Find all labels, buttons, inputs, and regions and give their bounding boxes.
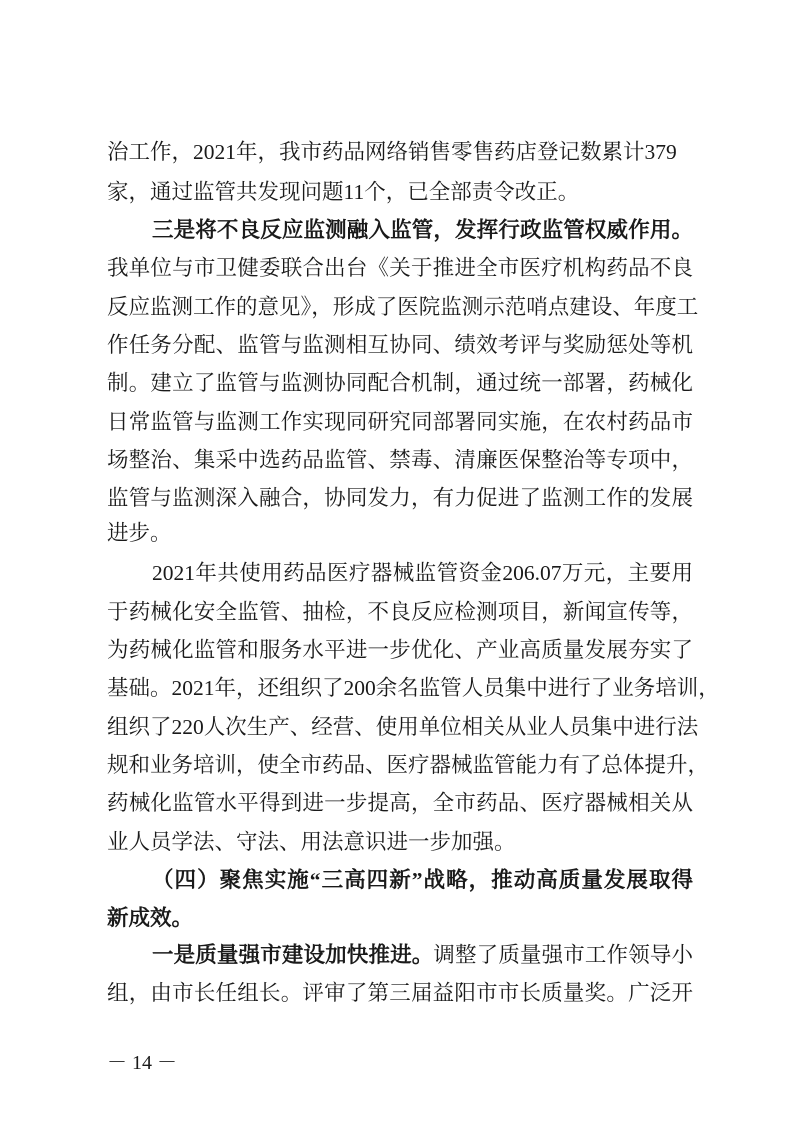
text-line: 进步。 (107, 521, 172, 545)
text-line: 基础。2021年，还组织了200余名监管人员集中进行了业务培训， (107, 676, 720, 700)
text-line: 组，由市长任组长。评审了第三届益阳市市长质量奖。广泛开 (107, 981, 693, 1005)
text-line: 治工作，2021年，我市药品网络销售零售药店登记数累计379 (107, 140, 677, 164)
text-line: 反应监测工作的意见》，形成了医院监测示范哨点建设、年度工 (107, 295, 699, 319)
subheading-text: 一是质量强市建设加快推进。 (152, 943, 434, 967)
section-heading: 三是将不良反应监测融入监管，发挥行政监管权威作用。 (152, 218, 693, 242)
body-text: 调整了质量强市工作领导小 (433, 943, 693, 967)
text-line: 为药械化监管和服务水平进一步优化、产业高质量发展夯实了 (107, 638, 693, 662)
text-line: 监管与监测深入融合，协同发力，有力促进了监测工作的发展 (107, 486, 693, 510)
text-line: 药械化监管水平得到进一步提高，全市药品、医疗器械相关从 (107, 791, 693, 815)
text-line: 于药械化安全监管、抽检，不良反应检测项目，新闻宣传等， (107, 600, 693, 624)
section-heading: 新成效。 (107, 906, 194, 930)
text-line: 场整治、集采中选药品监管、禁毒、清廉医保整治等专项中， (107, 448, 693, 472)
text-line: 组织了220人次生产、经营、使用单位相关从业人员集中进行法 (107, 715, 699, 739)
text-line: 制。建立了监管与监测协同配合机制，通过统一部署，药械化 (107, 371, 693, 395)
section-heading: （四）聚焦实施“三高四新”战略，推动高质量发展取得 (152, 868, 693, 892)
text-line: 作任务分配、监管与监测相互协同、绩效考评与奖励惩处等机 (107, 333, 693, 357)
page-number: － 14 － (107, 1052, 177, 1074)
text-line (152, 940, 693, 970)
text-line: 家，通过监管共发现问题11个，已全部责令改正。 (107, 180, 580, 204)
text-line: 2021年共使用药品医疗器械监管资金206.07万元，主要用 (152, 561, 693, 585)
text-line: 我单位与市卫健委联合出台《关于推进全市医疗机构药品不良 (107, 256, 693, 280)
text-line: 日常监管与监测工作实现同研究同部署同实施，在农村药品市 (107, 410, 693, 434)
text-line: 业人员学法、守法、用法意识进一步加强。 (107, 830, 516, 854)
text-line: 规和业务培训，使全市药品、医疗器械监管能力有了总体提升， (107, 753, 710, 777)
